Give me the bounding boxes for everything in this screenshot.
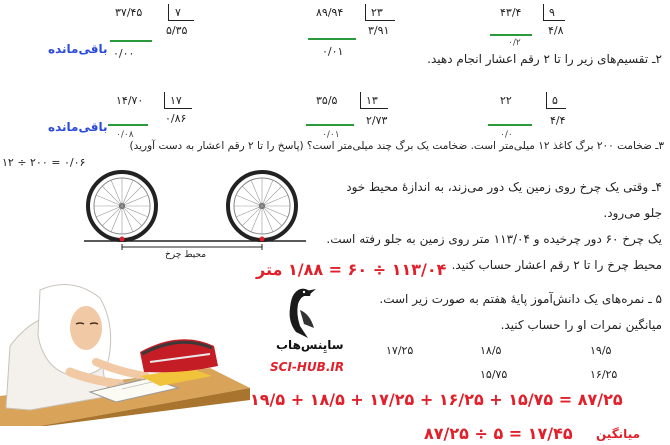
question-5-line1: ۵ ـ نمره‌های یک دانش‌آموز پایهٔ هفتم به صورت زیر است. <box>379 292 662 306</box>
grade-item: ۱۶/۲۵ <box>590 368 618 381</box>
divisor: ۱۳ <box>366 94 378 107</box>
sum-line: ۱۹/۵ + ۱۸/۵ + ۱۷/۲۵ + ۱۶/۲۵ + ۱۵/۷۵ = ۸۷/۲۵ <box>250 390 623 409</box>
quotient: ۴/۴ <box>550 114 566 127</box>
remainder-label: باقی‌مانده <box>48 120 108 134</box>
question-5-line2: میانگین نمرات او را حساب کنید. <box>500 318 662 332</box>
question-2: ۲ـ تقسیم‌های زیر را تا ۲ رقم اعشار انجام دهید. <box>427 52 662 66</box>
question-4-line2: جلو می‌رود. <box>603 206 662 220</box>
wheel-label: محیط چرخ <box>165 250 207 260</box>
quotient: ۲/۷۳ <box>366 114 388 127</box>
bird-logo <box>280 284 328 340</box>
student-illustration <box>0 276 252 426</box>
question-4-line1: ۴ـ وقتی یک چرخ روی زمین یک دور می‌زند، به اندازهٔ محیط خود <box>346 180 662 194</box>
remainder: ۰/۰۱ <box>322 130 340 140</box>
question-4-line4: محیط چرخ را تا ۲ رقم اعشار حساب کنید. <box>451 258 662 272</box>
remainder: ۰/۰ <box>500 130 513 140</box>
grade-item: ۱۵/۷۵ <box>480 368 508 381</box>
wheel-left <box>88 172 156 240</box>
divisor: ۹ <box>549 6 555 19</box>
grade-item: ۱۷/۲۵ <box>386 344 414 357</box>
divisor: ۲۳ <box>371 6 383 19</box>
divisor: ۵ <box>552 94 558 107</box>
remainder: ۰/۰۸ <box>116 130 134 140</box>
wheel-right <box>228 172 296 240</box>
quotient: ۴/۸ <box>548 24 564 37</box>
question-3: ۳ـ ضخامت ۲۰۰ برگ کاغذ ۱۲ میلی‌متر است. ضخامت یک برگ چند میلی‌متر است؟ (پاسخ را تا ۲ رقم اعشار به دست آورید) <box>129 140 664 152</box>
dividend: ۳۷/۴۵ <box>115 6 143 19</box>
watermark-url: SCI-HUB.IR <box>270 360 345 374</box>
remainder: ۰/۲ <box>508 38 521 48</box>
average-line: ۸۷/۲۵ ÷ ۵ = ۱۷/۴۵ <box>424 424 573 443</box>
divisor: ۷ <box>175 6 181 19</box>
grade-item: ۱۸/۵ <box>480 344 502 357</box>
remainder-label: باقی‌مانده <box>48 42 108 56</box>
divisor: ۱۷ <box>170 94 182 107</box>
quotient: ۳/۹۱ <box>368 24 390 37</box>
grade-item: ۱۹/۵ <box>590 344 612 357</box>
q4-answer: ۱۱۳/۰۴ ÷ ۶۰ = ۱/۸۸ متر <box>256 260 447 279</box>
quotient: ۵/۳۵ <box>166 24 188 37</box>
dividend: ۲۲ <box>500 94 512 107</box>
quotient: ۰/۸۶ <box>165 112 187 125</box>
average-label: میانگین <box>596 427 641 441</box>
dividend: ۱۴/۷۰ <box>116 94 144 107</box>
remainder: ۰/۰۰ <box>113 47 135 60</box>
q3-answer: ۱۲ ÷ ۲۰۰ = ۰/۰۶ <box>2 156 86 169</box>
watermark-name: سایِنس‌هاب <box>276 338 344 352</box>
dividend: ۴۳/۴ <box>500 6 522 19</box>
question-4-line3: یک چرخ ۶۰ دور چرخیده و ۱۱۳/۰۴ متر روی زمین به جلو رفته است. <box>326 232 662 246</box>
remainder: ۰/۰۱ <box>322 45 344 58</box>
dividend: ۸۹/۹۴ <box>316 6 344 19</box>
dividend: ۳۵/۵ <box>316 94 338 107</box>
